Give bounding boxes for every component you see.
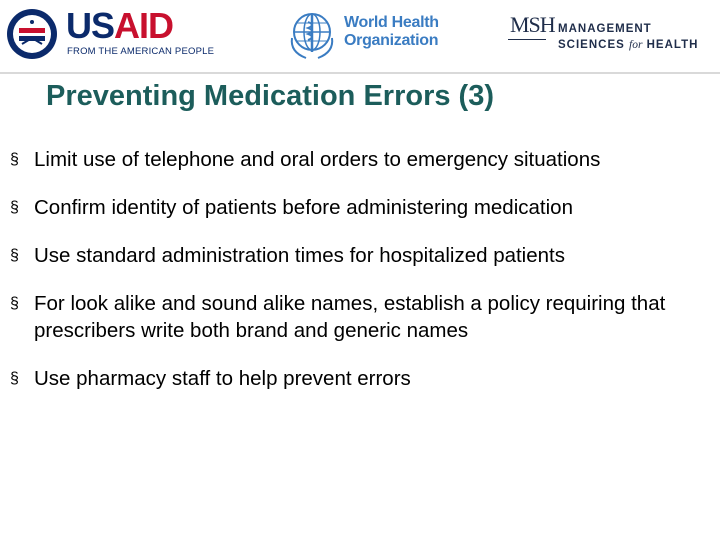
usaid-wordmark xyxy=(66,5,174,46)
bullet-marker-icon: § xyxy=(10,151,19,168)
msh-wordmark-sciences: SCIENCES xyxy=(558,39,625,51)
slide-title: Preventing Medication Errors (3) xyxy=(46,80,494,112)
who-wordmark-line2: Organization xyxy=(344,32,439,49)
msh-mark-icon: MSH xyxy=(510,12,555,37)
usaid-tagline: FROM THE AMERICAN PEOPLE xyxy=(67,46,215,57)
msh-wordmark-health: HEALTH xyxy=(646,39,699,51)
bullet-text: For look alike and sound alike names, establish a policy requiring that prescribers write both brand and generic names xyxy=(34,292,666,342)
who-wordmark-line1: World Health xyxy=(344,14,439,31)
bullet-text: Use standard administration times for hospitalized patients xyxy=(34,244,565,267)
bullet-marker-icon: § xyxy=(10,370,19,387)
bullet-item xyxy=(10,365,690,392)
bullet-text: Limit use of telephone and oral orders to emergency situations xyxy=(34,148,601,171)
who-wordmark xyxy=(344,14,439,50)
usaid-seal-icon xyxy=(6,8,58,60)
msh-wordmark-line2 xyxy=(558,37,698,53)
bullet-marker-icon: § xyxy=(10,247,19,264)
msh-wordmark-line1: MANAGEMENT xyxy=(558,23,652,35)
msh-logo xyxy=(508,6,708,62)
msh-wordmark xyxy=(558,21,698,53)
bullet-item xyxy=(10,146,690,173)
bullet-text: Confirm identity of patients before administering medication xyxy=(34,196,573,219)
header-divider xyxy=(0,72,720,74)
bullet-marker-icon: § xyxy=(10,199,19,216)
usaid-logo xyxy=(6,5,215,62)
usaid-wordmark-us: US xyxy=(66,5,115,46)
usaid-wordmark-aid: AID xyxy=(114,5,174,46)
bullet-marker-icon: § xyxy=(10,295,19,312)
bullet-text: Use pharmacy staff to help prevent errors xyxy=(34,367,411,390)
bullet-item xyxy=(10,290,690,344)
msh-wordmark-for: for xyxy=(629,39,643,51)
bullet-item xyxy=(10,242,690,269)
bullet-item xyxy=(10,194,690,221)
bullet-list xyxy=(10,146,690,413)
logo-bar xyxy=(0,0,720,72)
who-emblem-icon xyxy=(286,8,338,60)
who-logo xyxy=(286,6,446,62)
msh-mark-underline xyxy=(508,39,546,40)
